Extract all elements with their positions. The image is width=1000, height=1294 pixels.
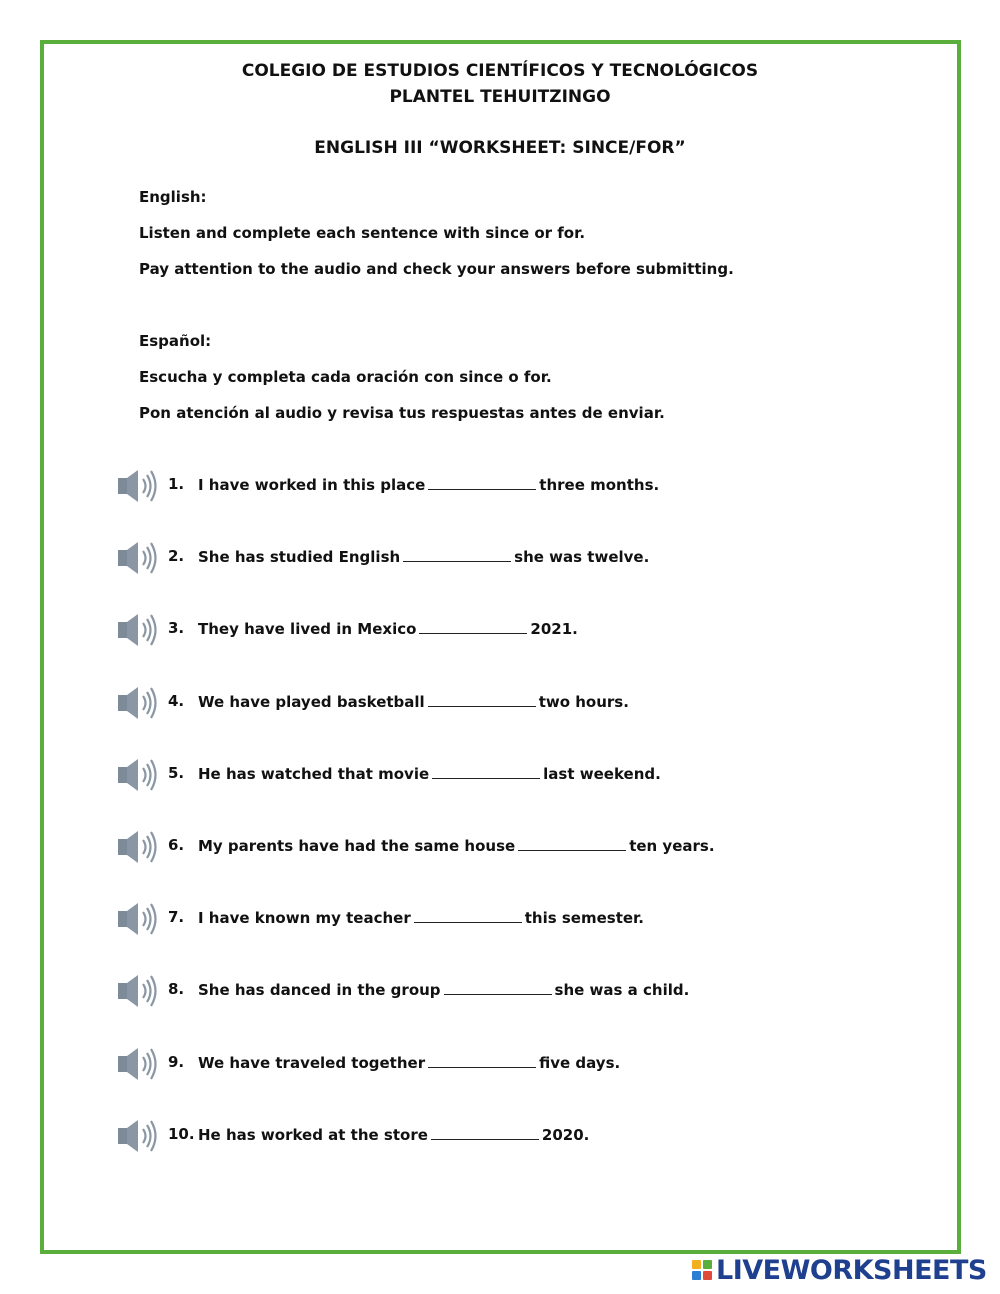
exercise-item (114, 755, 814, 795)
exercise-item (114, 466, 814, 506)
exercise-item (114, 538, 814, 578)
sentence-end: she was a child. (554, 981, 690, 999)
sentence-end: this semester. (524, 909, 645, 927)
answer-blank[interactable] (428, 692, 536, 707)
item-number: 9. (168, 1053, 185, 1071)
sentence-start: He has worked at the store (198, 1126, 428, 1144)
sentence-end: she was twelve. (514, 548, 650, 566)
sentence-start: I have known my teacher (198, 909, 411, 927)
item-sentence (198, 1053, 620, 1072)
exercise-item (114, 610, 814, 650)
liveworksheets-logo (692, 1254, 987, 1286)
item-number: 7. (168, 908, 185, 926)
sentence-start: They have lived in Mexico (198, 620, 417, 638)
sentence-start: We have traveled together (198, 1054, 426, 1072)
sentence-start: We have played basketball (198, 693, 425, 711)
speaker-icon[interactable] (114, 755, 160, 795)
speaker-icon[interactable] (114, 899, 160, 939)
answer-blank[interactable] (403, 547, 511, 562)
answer-blank[interactable] (428, 475, 536, 490)
english-instruction-1: Listen and complete each sentence with since or for. (139, 224, 586, 242)
sentence-end: three months. (539, 476, 660, 494)
item-sentence (198, 1125, 589, 1144)
answer-blank[interactable] (414, 908, 522, 923)
sentence-start: She has studied English (198, 548, 401, 566)
answer-blank[interactable] (431, 1125, 539, 1140)
item-sentence (198, 764, 661, 783)
item-number: 4. (168, 692, 185, 710)
sentence-end: five days. (539, 1054, 621, 1072)
item-sentence (198, 475, 659, 494)
exercise-item (114, 827, 814, 867)
answer-blank[interactable] (432, 764, 540, 779)
speaker-icon[interactable] (114, 538, 160, 578)
english-heading: English: (139, 188, 207, 206)
item-number: 10. (168, 1125, 195, 1143)
sentence-start: My parents have had the same house (198, 837, 516, 855)
sentence-end: 2021. (530, 620, 578, 638)
item-sentence (198, 836, 715, 855)
answer-blank[interactable] (428, 1053, 536, 1068)
spanish-instruction-1: Escucha y completa cada oración con since o for. (139, 368, 552, 386)
logo-mark-icon (692, 1260, 712, 1280)
item-sentence (198, 619, 578, 638)
exercise-item (114, 1116, 814, 1156)
item-number: 1. (168, 475, 185, 493)
exercise-item (114, 899, 814, 939)
item-sentence (198, 692, 629, 711)
sentence-end: two hours. (538, 693, 629, 711)
sentence-start: I have worked in this place (198, 476, 426, 494)
item-number: 2. (168, 547, 185, 565)
item-number: 8. (168, 980, 185, 998)
answer-blank[interactable] (419, 619, 527, 634)
speaker-icon[interactable] (114, 1044, 160, 1084)
english-instruction-2: Pay attention to the audio and check your answers before submitting. (139, 260, 734, 278)
sentence-end: last weekend. (543, 765, 661, 783)
school-name: COLEGIO DE ESTUDIOS CIENTÍFICOS Y TECNOLÓGICOS (241, 61, 759, 81)
sentence-start: She has danced in the group (198, 981, 441, 999)
item-number: 3. (168, 619, 185, 637)
spanish-heading: Español: (139, 332, 212, 350)
item-sentence (198, 908, 644, 927)
sentence-end: ten years. (629, 837, 715, 855)
worksheet-title: ENGLISH III “WORKSHEET: SINCE/FOR” (314, 138, 686, 158)
exercise-item (114, 971, 814, 1011)
answer-blank[interactable] (444, 980, 552, 995)
sentence-start: He has watched that movie (198, 765, 430, 783)
campus-name: PLANTEL TEHUITZINGO (389, 87, 611, 107)
exercise-item (114, 1044, 814, 1084)
speaker-icon[interactable] (114, 971, 160, 1011)
sentence-end: 2020. (541, 1126, 590, 1144)
item-sentence (198, 547, 649, 566)
exercise-item (114, 683, 814, 723)
speaker-icon[interactable] (114, 683, 160, 723)
item-number: 6. (168, 836, 185, 854)
speaker-icon[interactable] (114, 466, 160, 506)
speaker-icon[interactable] (114, 610, 160, 650)
spanish-instruction-2: Pon atención al audio y revisa tus respuestas antes de enviar. (139, 404, 665, 422)
item-number: 5. (168, 764, 185, 782)
logo-text: LIVEWORKSHEETS (716, 1254, 987, 1286)
speaker-icon[interactable] (114, 827, 160, 867)
speaker-icon[interactable] (114, 1116, 160, 1156)
item-sentence (198, 980, 689, 999)
answer-blank[interactable] (518, 836, 626, 851)
